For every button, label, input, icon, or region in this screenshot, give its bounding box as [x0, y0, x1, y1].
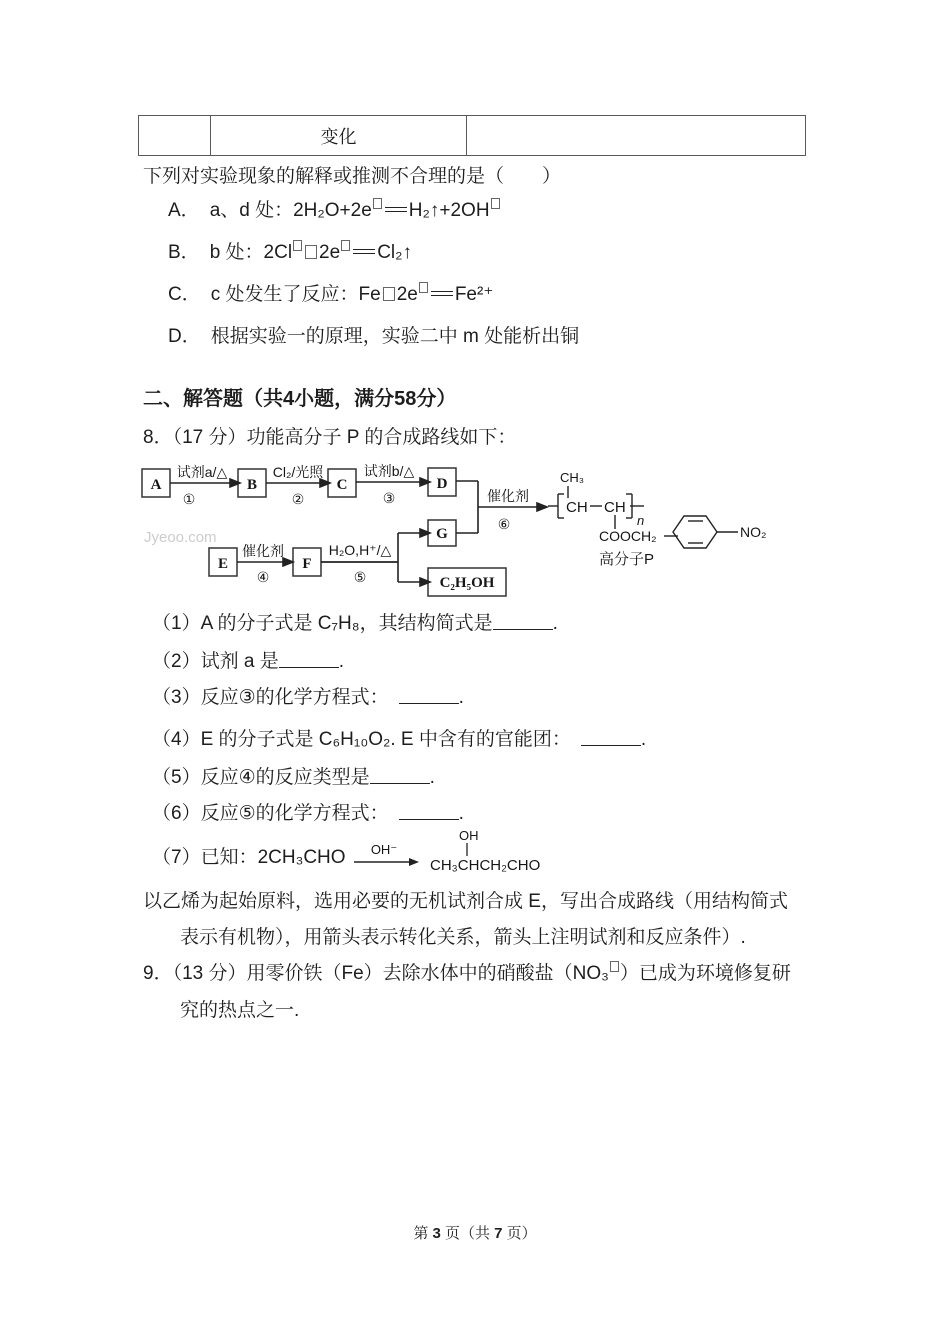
option-label: B．: [168, 242, 200, 263]
polymer-ch-right: CH: [604, 499, 626, 516]
box-c-label: C: [336, 477, 348, 493]
step2-number: ②: [291, 491, 305, 507]
option-d: [168, 323, 579, 350]
option-label: D．: [168, 326, 201, 347]
sub-question-5: （5）反应④的反应类型是 .: [152, 767, 435, 788]
question9-line1: 9．（13 分）用零价铁（Fe）去除水体中的硝酸盐（NO₃ ）已成为环境修复研: [143, 963, 791, 984]
sub-question-2: （2）试剂 a 是 .: [152, 651, 344, 672]
table-fragment: [138, 115, 806, 156]
sub-question-3: （3）反应③的化学方程式： .: [152, 687, 464, 708]
synthesis-route-diagram: [138, 452, 828, 604]
option-text: a、d 处：2H₂O+2e H₂↑+2OH: [210, 200, 501, 221]
reaction-arrow-3: [356, 463, 430, 506]
step4-label: 催化剂: [242, 543, 284, 559]
option-c: [168, 281, 579, 308]
question7-text-line2: 表示有机物），用箭头表示转化关系，箭头上注明试剂和反应条件）.: [180, 927, 746, 948]
q7-prefix: （7）已知：2CH₃CHO: [152, 847, 346, 868]
polymer-structure: [548, 470, 766, 568]
sub-question-4: （4）E 的分子式是 C₆H₁₀O₂. E 中含有的官能团： .: [152, 729, 647, 750]
step6-label: 催化剂: [487, 488, 529, 504]
step5-number: ⑤: [353, 569, 367, 585]
sub-question-6: （6）反应⑤的化学方程式： .: [152, 803, 464, 824]
junction-d-g: [456, 481, 478, 533]
table-cell-2: 变化: [211, 116, 467, 155]
section-heading: 二、解答题（共4小题，满分58分）: [143, 388, 457, 410]
polymer-ch-left: CH: [566, 499, 588, 516]
sub-question-1: （1）A 的分子式是 C₇H₈，其结构简式是 .: [152, 613, 558, 634]
box-e-label: E: [217, 556, 229, 572]
option-label: A．: [168, 200, 200, 221]
box-b-label: B: [246, 477, 258, 493]
step1-number: ①: [182, 491, 196, 507]
q7-arrow-label: OH⁻: [370, 842, 397, 857]
table-cell-3: [467, 116, 805, 155]
options-list: [168, 197, 579, 365]
step2-label: Cl₂/光照: [272, 464, 324, 480]
reaction-arrow-1: [170, 464, 240, 507]
q7-product-oh: OH: [458, 828, 479, 843]
polymer-caption: 高分子P: [599, 551, 655, 568]
polymer-sub-n: n: [637, 513, 645, 528]
product-structure: [430, 826, 560, 876]
reaction-arrow-6: [478, 488, 547, 532]
box-a-label: A: [150, 477, 162, 493]
step3-label: 试剂b/△: [363, 463, 415, 479]
table-cell-1: [139, 116, 211, 155]
reaction-arrow-2: [266, 464, 330, 507]
reaction-arrow-icon: [352, 828, 426, 874]
box-ethanol-label: C₂H₅OH: [439, 575, 495, 591]
watermark: Jyeoo.com: [144, 529, 217, 546]
option-b: [168, 239, 579, 266]
step4-number: ④: [256, 569, 270, 585]
option-label: C．: [168, 284, 201, 305]
polymer-methyl: CH₃: [560, 470, 585, 485]
sub-question-7: [152, 826, 560, 874]
option-a: [168, 197, 579, 224]
reaction-arrow-4: [237, 543, 293, 585]
question8-stem: 8．（17 分）功能高分子 P 的合成路线如下：: [143, 427, 517, 448]
question9-line2: 究的热点之一.: [180, 1000, 300, 1021]
box-f-label: F: [302, 556, 312, 572]
step1-label: 试剂a/△: [176, 464, 228, 480]
polymer-nitro: NO₂: [740, 524, 767, 540]
polymer-ester: COOCH₂: [599, 528, 657, 544]
page-number: 第 3 页（共 7 页）: [413, 1225, 537, 1242]
option-text: b 处：2Cl 2e Cl₂↑: [209, 242, 413, 263]
step6-number: ⑥: [497, 516, 511, 532]
q7-product-formula: CH₃CHCH₂CHO: [429, 857, 540, 874]
option-text: 根据实验一的原理，实验二中 m 处能析出铜: [210, 326, 580, 347]
box-d-label: D: [436, 476, 448, 492]
box-g-label: G: [436, 526, 448, 542]
step5-label: H₂O,H⁺/△: [328, 542, 392, 558]
reaction-arrow-5: [321, 542, 398, 585]
question7-text-line1: 以乙烯为起始原料，选用必要的无机试剂合成 E，写出合成路线（用结构简式: [143, 891, 788, 912]
step3-number: ③: [382, 490, 396, 506]
question-intro: 下列对实验现象的解释或推测不合理的是（ ）: [143, 166, 562, 187]
option-text: c 处发生了反应：Fe 2e Fe²⁺: [210, 284, 494, 305]
